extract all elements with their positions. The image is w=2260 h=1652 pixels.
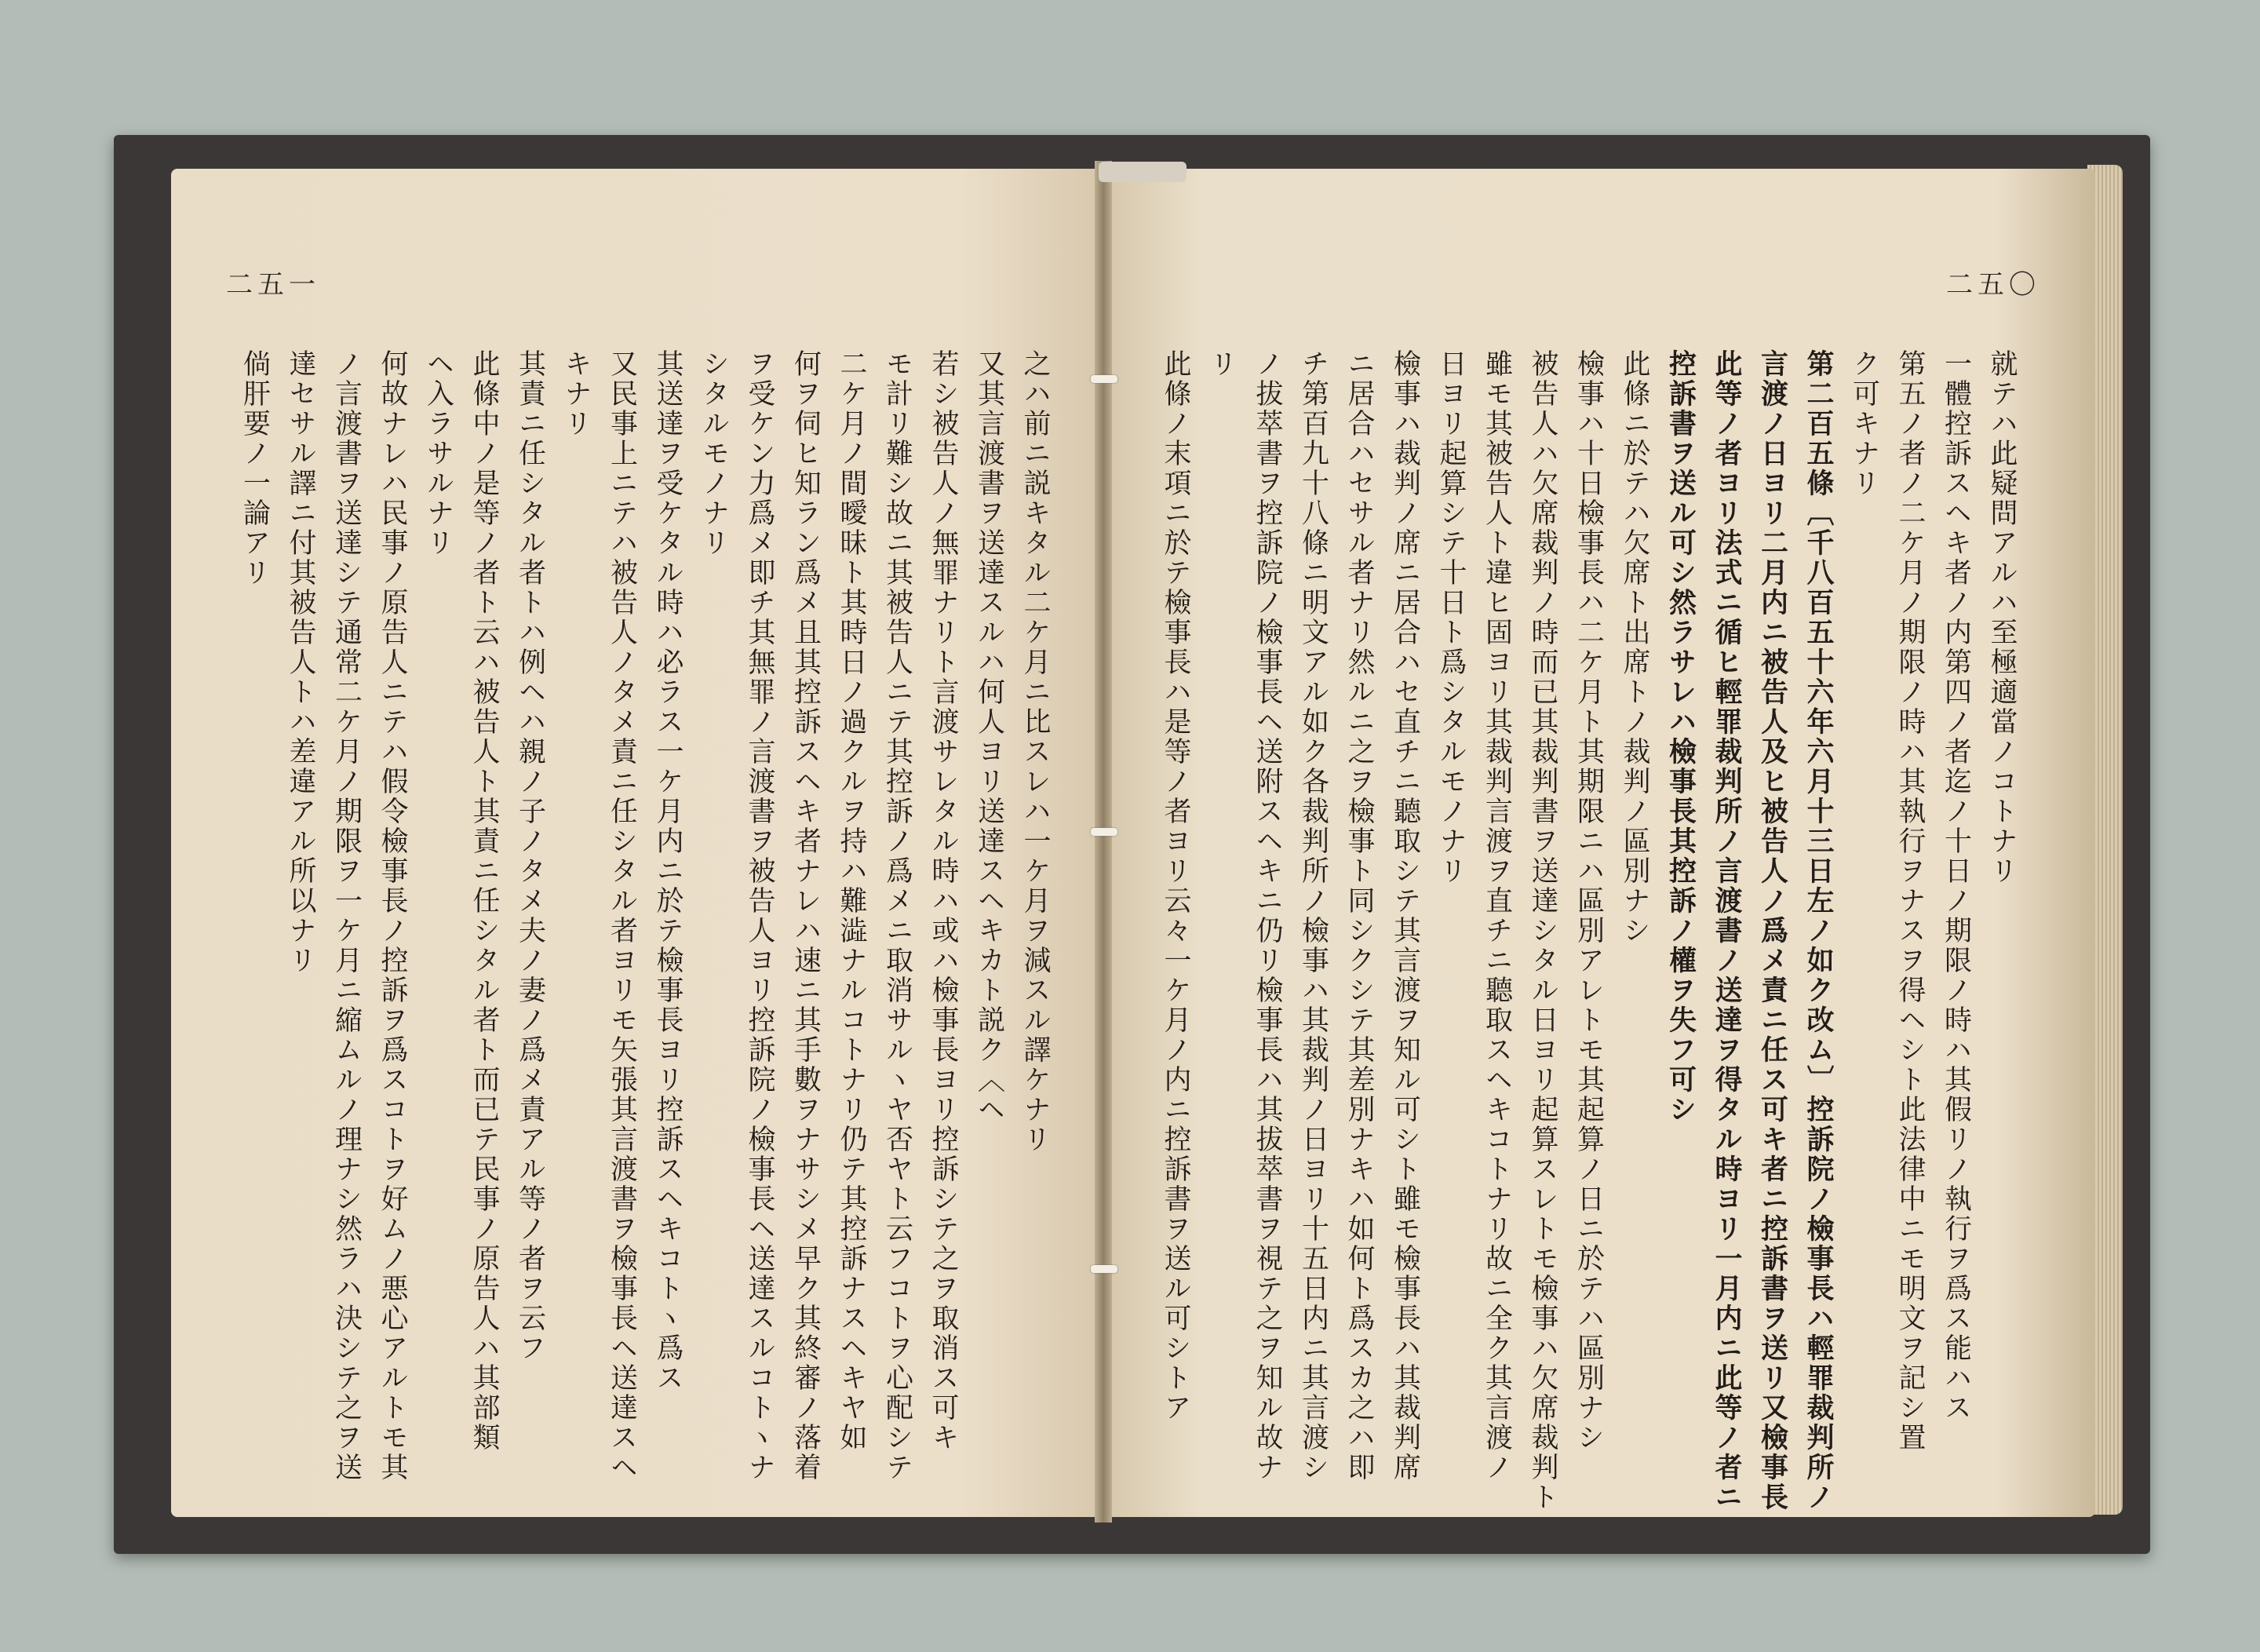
text-column: 此等ノ者ヨリ法式ニ循ヒ輕罪裁判所ノ言渡書ノ送達ヲ得タル時ヨリ一月内ニ此等ノ者ニ	[1711, 349, 1743, 1512]
text-column: シタルモノナリ	[698, 349, 730, 558]
right-page	[1103, 169, 2095, 1517]
text-column: 控訴書ヲ送ル可シ然ラサレハ檢事長其控訴ノ權ヲ失フ可シ	[1664, 349, 1697, 1125]
right-page-number: 二五〇	[1946, 269, 2040, 301]
text-column: 之ハ前ニ説キタル二ケ月ニ比スレハ一ケ月ヲ減スル譯ケナリ	[1019, 349, 1051, 1154]
text-column: ノ拔萃書ヲ控訴院ノ檢事長ヘ送附スヘキニ仍リ檢事長ハ其拔萃書ヲ視テ之ヲ知ル故ナ	[1252, 349, 1283, 1482]
text-column: 達セサル譯ニ付其被告人トハ差違アル所以ナリ	[285, 349, 316, 976]
text-column: 此條中ノ是等ノ者ト云ハ被告人ト其責ニ任シタル者ト而已テ民事ノ原告人ハ其部類	[468, 349, 500, 1453]
text-column: リ	[1205, 349, 1238, 379]
right-page-text	[1154, 349, 2025, 1512]
text-column: 第二百五條〔千八百五十六年六月十三日左ノ如ク改ム〕控訴院ノ檢事長ハ輕罪裁判所ノ	[1803, 349, 1835, 1512]
spine-tape	[1099, 162, 1186, 182]
text-column: 二ケ月ノ間曖昧ト其時日ノ過クルヲ持ハ難澁ナルコトナリ仍テ其控訴ナスヘキヤ如	[836, 349, 867, 1453]
left-page	[171, 169, 1097, 1517]
text-column: 就テハ此疑問アルハ至極適當ノコトナリ	[1986, 349, 2018, 886]
binding-stitch	[1091, 375, 1117, 383]
text-column: 一體控訴スヘキ者ノ内第四ノ者迄ノ十日ノ期限ノ時ハ其假リノ執行ヲ爲ス能ハス	[1940, 349, 1972, 1423]
text-column: 其送達ヲ受ケタル時ハ必ラス一ケ月内ニ於テ檢事長ヨリ控訴スヘキコトヽ爲ス	[652, 349, 683, 1393]
text-column: 檢事ハ裁判ノ席ニ居合ハセ直チニ聽取シテ其言渡ヲ知ル可シト雖モ檢事長ハ其裁判席	[1389, 349, 1421, 1482]
text-column: 何ヲ伺ヒ知ラン爲メ且其控訴スヘキ者ナレハ速ニ其手數ヲナサシメ早ク其終審ノ落着	[789, 349, 822, 1482]
text-column: 倘肝要ノ一論アリ	[239, 349, 271, 588]
text-column: 其責ニ任シタル者トハ例ヘハ親ノ子ノタメ夫ノ妻ノ爲メ責アル等ノ者ヲ云フ	[514, 349, 546, 1363]
text-column: 雖モ其被告人ト違ヒ固ヨリ其裁判言渡ヲ直チニ聽取スヘキコトナリ故ニ全ク其言渡ノ	[1481, 349, 1513, 1482]
text-column: 被告人ハ欠席裁判ノ時而已其裁判書ヲ送達シタル日ヨリ起算スレトモ檢事ハ欠席裁判ト	[1527, 349, 1558, 1512]
text-column: 言渡ノ日ヨリ二月内ニ被告人及ヒ被告人ノ爲メ責ニ任ス可キ者ニ控訴書ヲ送リ又檢事長	[1756, 349, 1789, 1512]
text-column: ノ言渡書ヲ送達シテ通常二ケ月ノ期限ヲ一ケ月ニ縮ムルノ理ナシ然ラハ決シテ之ヲ送	[330, 349, 363, 1482]
text-column: ヘ入ラサルナリ	[422, 349, 454, 558]
text-column: キナリ	[560, 349, 592, 439]
left-page-number: 二五一	[226, 269, 320, 301]
text-column: 第五ノ者ノ二ケ月ノ期限ノ時ハ其執行ヲナスヲ得ヘシト此法律中ニモ明文ヲ記シ置	[1894, 349, 1926, 1453]
text-column: 此條ニ於テハ欠席ト出席トノ裁判ノ區別ナシ	[1619, 349, 1650, 946]
text-column: 又其言渡書ヲ送達スルハ何人ヨリ送達スヘキカト説ク〈ヘ	[973, 349, 1005, 1125]
text-column: モ計リ難シ故ニ其被告人ニテ其控訴ノ爲メニ取消サルヽヤ否ヤト云フコトヲ心配シテ	[881, 349, 913, 1482]
left-page-text	[210, 349, 1058, 1482]
text-column: チ第百九十八條ニ明文アル如ク各裁判所ノ檢事ハ其裁判ノ日ヨリ十五日内ニ其言渡シ	[1297, 349, 1329, 1482]
text-column: ク可キナリ	[1848, 349, 1880, 498]
text-column: ヲ受ケン力爲メ即チ其無罪ノ言渡書ヲ被告人ヨリ控訴院ノ檢事長ヘ送達スルコトヽナ	[744, 349, 775, 1482]
text-column: 檢事ハ十日檢事長ハ二ケ月ト其期限ニハ區別アレトモ其起算ノ日ニ於テハ區別ナシ	[1573, 349, 1605, 1453]
binding-stitch	[1091, 828, 1117, 836]
text-column: 日ヨリ起算シテ十日ト爲シタルモノナリ	[1435, 349, 1467, 886]
text-column: 若シ被告人ノ無罪ナリト言渡サレタル時ハ或ハ檢事長ヨリ控訴シテ之ヲ取消ス可キ	[928, 349, 959, 1453]
text-column: 何故ナレハ民事ノ原告人ニテハ假令檢事長ノ控訴ヲ爲スコトヲ好ムノ悪心アルトモ其	[377, 349, 408, 1482]
text-column: 又民事上ニテハ被告人ノタメ責ニ任シタル者ヨリモ矢張其言渡書ヲ檢事長ヘ送達スヘ	[606, 349, 638, 1482]
text-column: ニ居合ハセサル者ナリ然ルニ之ヲ檢事ト同シクシテ其差別ナキハ如何ト爲スカ之ハ即	[1343, 349, 1375, 1482]
text-column: 此條ノ末項ニ於テ檢事長ハ是等ノ者ヨリ云々一ケ月ノ内ニ控訴書ヲ送ル可シトア	[1160, 349, 1191, 1423]
binding-stitch	[1091, 1265, 1117, 1273]
book-gutter	[1095, 161, 1112, 1523]
